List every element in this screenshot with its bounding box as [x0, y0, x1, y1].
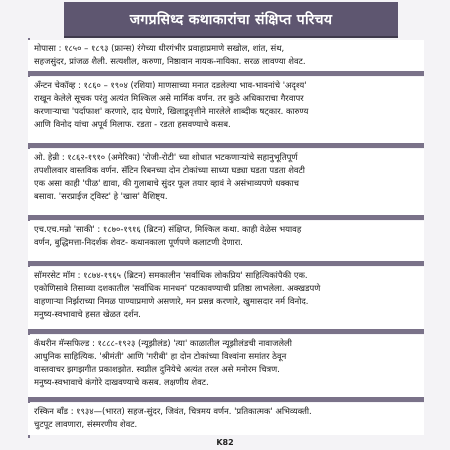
entry-line: सहजसुंदर, प्रांजळ शैली. सत्यशील, करुणा, निष्ठावान नायक-नायिका. सरळ लावण्या शेवट.: [34, 56, 306, 66]
entry-line: वर्णन, बुद्धिमत्ता-निदर्शक शेवट- कथानकाला पूर्णपणे कलाटणी देणारा.: [34, 237, 243, 247]
entry-line: चुटपूट लावणारा, संस्मरणीय शेवट.: [34, 419, 138, 429]
entry-line: तपशीलवार वास्तविक वर्णन. सॅटिन रिबनच्या दोन टोकांच्या साध्या घड्या घडता पडता शेवटी: [34, 165, 305, 175]
entry-line: एकोणिसावे तिसाव्या दशकातील 'सर्वाधिक मानधन' पटकावण्याची प्रतिष्ठा लाभलेला. अक्खडपणे: [34, 283, 321, 293]
entry-line: करणाऱ्याचा 'पर्दाफाश' करणारे, दाद घेणारे, खिलाडूवृत्तीने मारलेले शाब्दीक षट्कार. कारुण्य: [34, 106, 309, 116]
entry-line: मोपासा : १८५० – १८९३ (फ्रान्स) रंगेच्या धीरगंभीर प्रवाहाप्रमाणे सखोल, शांत, संथ,: [34, 43, 285, 53]
entry-line: एक असा काही 'पीळ' द्यावा, की गुलाबाचे सुंदर फूल तयार व्हावं ने असंभाव्यपणे धक्काच: [34, 178, 299, 188]
entry-line: कॅथरीन मॅन्सफिल्ड : १८८८-१९२३ (न्यूझीलंड) 'त्या' काळातील न्यूझीलंडची नावाजलेली: [34, 338, 292, 348]
author-entry-maugham: [28, 267, 424, 329]
entry-line: राखून केलेले सूचक परंतु अत्यंत मिश्किल असे मार्मिक वर्णन. तर कुठे अधिकाराचा गैरवापर: [34, 93, 304, 103]
author-entry-mansfield: [28, 335, 424, 397]
divider: [28, 143, 424, 148]
title-banner: [64, 2, 398, 38]
page-title: जगप्रसिध्द कथाकारांचा संक्षिप्त परिचय: [129, 11, 333, 28]
entry-line: वाहणाऱ्या निर्झराच्या निमळ पाण्याप्रमाणे असणारे, मन प्रसन्न करणारे, खुमासदार नर्म विनोद.: [34, 296, 309, 306]
author-entry-ruskin-bond: [28, 403, 424, 435]
divider: [28, 71, 424, 76]
entry-line: एच.एच.मन्रो 'साकी' : १८७०-१९१६ (ब्रिटन) संक्षिप्त, मिश्किल कथा. काही वेळेस भयावह: [34, 224, 302, 234]
author-entry-chekhov: [28, 77, 424, 143]
divider: [28, 261, 424, 266]
entry-line: मनुष्य-स्वभावाचे कंगोरे दाखवण्याचे कसब. लक्षणीय शेवट.: [34, 377, 209, 387]
divider: [28, 329, 424, 334]
entry-line: आधुनिक साहित्यिक. 'श्रीमंती' आणि 'गरीबी' हा दोन टोकांच्या विश्वांना समांतर ठेवून: [34, 351, 287, 361]
author-entry-saki: [28, 221, 424, 261]
entry-line: बसावा. 'सरप्राईज ट्विस्ट' हे 'खास' वैशिष्ट्य.: [34, 191, 168, 201]
entry-line: ओ. हेन्री : १८६२-१९१० (अमेरिका) 'रोजी-रोटी' च्या शोधात भटकणाऱ्यांचे सहानुभूतिपूर्ण: [34, 152, 298, 162]
divider: [28, 215, 424, 220]
entry-line: रस्किन बाँड : १९३४—(भारत) सहज-सुंदर, जिवंत, चित्रमय वर्णन. 'प्रतिकात्मक' अभिव्यक्ती.: [34, 406, 312, 416]
entry-line: मनुष्य-स्वभावाचे हसत खेळत दर्शन.: [34, 309, 141, 319]
author-entry-maupassant: [28, 40, 424, 71]
author-entry-o-henry: [28, 149, 424, 215]
book-code: K82: [216, 438, 234, 447]
entry-line: अँन्टन चेकॉव्ह : १८६० – १९०४ (रशिया) माणसाच्या मनात दडलेल्या भाव-भावनांचे 'अदृश्य': [34, 80, 307, 90]
entry-line: सॉमरसेट मॉम : १८७४-१९६५ (ब्रिटन) समकालीन 'सर्वाधिक लोकप्रिय' साहित्यिकांपैकी एक.: [34, 270, 308, 280]
entry-line: वास्तवाचर झगझगीत प्रकाशझोत. स्वप्नील दुनियेचे अत्यंत तरल असे मनोरम चित्रण.: [34, 364, 280, 374]
divider: [28, 397, 424, 402]
entry-line: आणि विनोद यांचा अपूर्व मिलाफ. रडता - रडता हसवण्याचे कसब.: [34, 119, 231, 129]
